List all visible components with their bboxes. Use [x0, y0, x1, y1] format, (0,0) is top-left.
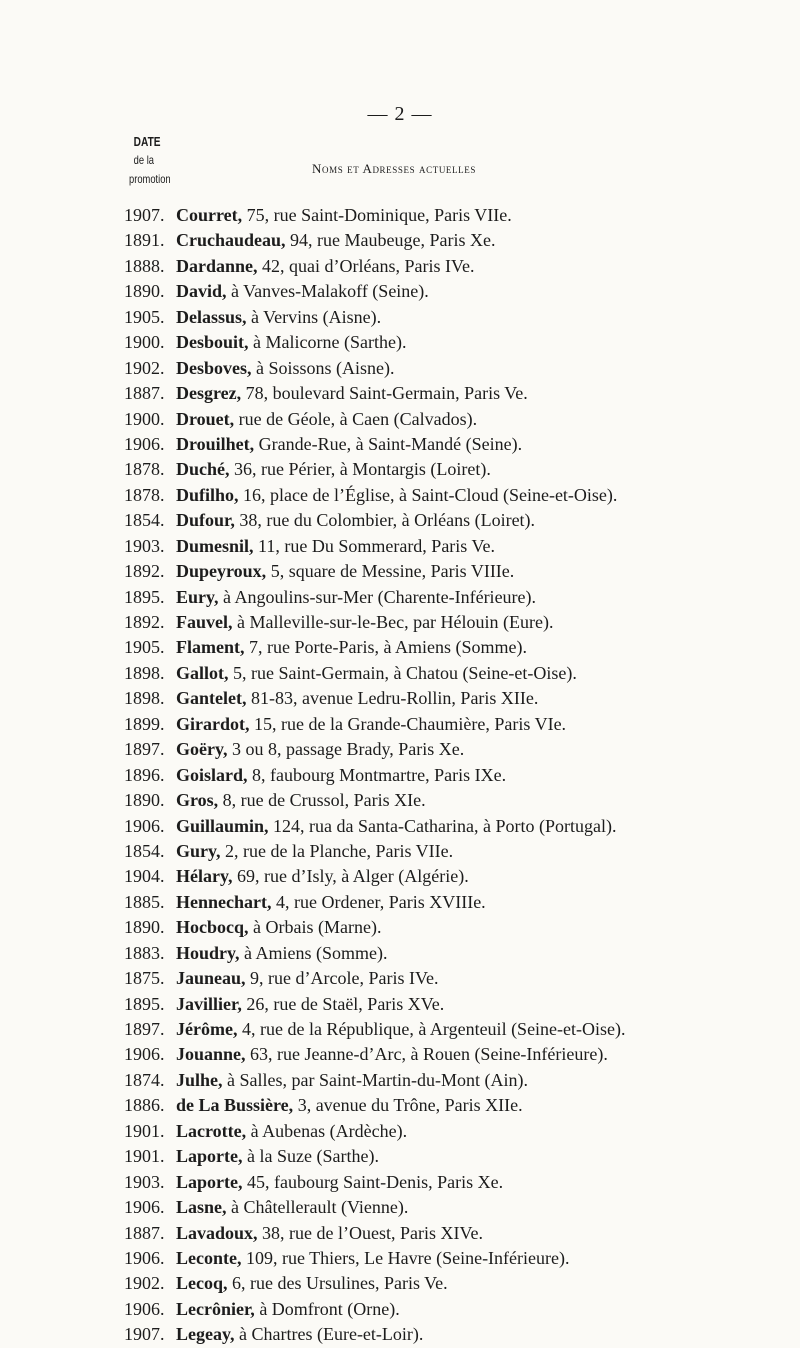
entry-year: 1878. [124, 484, 165, 505]
entry-address: à Salles, par Saint-Martin-du-Mont (Ain). [227, 1069, 528, 1090]
entry-year: 1904. [124, 866, 165, 887]
entry-year: 1897. [124, 739, 165, 760]
entry-address: à Vervins (Aisne). [251, 306, 382, 327]
entry-year: 1883. [124, 942, 165, 963]
entry-name: Gros, [176, 790, 219, 811]
entry-year: 1900. [124, 408, 165, 429]
entry-year: 1903. [124, 535, 165, 556]
entry-year: 1906. [124, 433, 165, 454]
list-item [124, 661, 744, 686]
entry-name: Lecoq, [176, 1273, 228, 1294]
entry-year: 1878. [124, 459, 165, 480]
entry-year: 1901. [124, 1146, 165, 1167]
list-item [124, 305, 744, 330]
entry-year: 1890. [124, 281, 165, 302]
entry-address: 36, rue Périer, à Montargis (Loiret). [234, 459, 491, 480]
entry-address: à Chartres (Eure-et-Loir). [239, 1324, 424, 1345]
date-header-line-2: de la [133, 153, 154, 167]
entry-year: 1902. [124, 357, 165, 378]
list-item [124, 381, 744, 406]
entry-name: Javillier, [176, 993, 242, 1014]
entry-name: Jérôme, [176, 1019, 238, 1039]
entry-address: 45, faubourg Saint-Denis, Paris Xe. [247, 1171, 504, 1192]
list-item [124, 814, 744, 839]
entry-year: 1901. [124, 1120, 165, 1141]
entry-year: 1874. [124, 1069, 165, 1090]
entry-address: 75, rue Saint-Dominique, Paris VIIe. [246, 205, 512, 225]
list-item [124, 737, 744, 762]
entry-name: Jouanne, [176, 1044, 246, 1065]
list-item [124, 864, 744, 889]
entry-address: à Domfront (Orne). [259, 1298, 400, 1319]
list-item [124, 203, 744, 228]
date-header-line-1: DATE [133, 134, 161, 149]
entry-year: 1902. [124, 1273, 165, 1294]
names-column-header: Noms et Adresses actuelles [312, 161, 476, 176]
list-item [124, 254, 744, 279]
entry-year: 1896. [124, 764, 165, 785]
entry-address: à Aubenas (Ardèche). [250, 1120, 408, 1141]
entry-name: Jauneau, [176, 968, 246, 989]
entry-year: 1906. [124, 815, 165, 836]
list-item [124, 992, 744, 1017]
entry-name: Desboves, [176, 357, 252, 378]
entry-address: 15, rue de la Grande-Chaumière, Paris VIe. [254, 713, 567, 734]
list-item [124, 279, 744, 304]
entry-year: 1888. [124, 255, 165, 276]
entry-name: Drouet, [176, 408, 235, 429]
list-item [124, 839, 744, 864]
entry-address: 6, rue des Ursulines, Paris Ve. [232, 1273, 448, 1294]
list-item [124, 432, 744, 457]
entry-name: David, [176, 281, 227, 302]
entry-address: 63, rue Jeanne-d’Arc, à Rouen (Seine-Inférieure). [250, 1044, 608, 1065]
entry-address: 8, rue de Crussol, Paris XIe. [222, 790, 426, 811]
entry-year: 1906. [124, 1298, 165, 1319]
list-item [124, 635, 744, 660]
entry-year: 1906. [124, 1247, 165, 1268]
list-item [124, 763, 744, 788]
entry-name: Duché, [176, 459, 230, 480]
entry-name: Julhe, [176, 1069, 223, 1090]
entry-year: 1905. [124, 637, 165, 658]
entry-address: 9, rue d’Arcole, Paris IVe. [250, 968, 439, 989]
entry-name: Desgrez, [176, 383, 242, 404]
entry-year: 1903. [124, 1171, 165, 1192]
entry-name: Lacrotte, [176, 1120, 247, 1141]
list-item [124, 941, 744, 966]
entry-address: 81-83, avenue Ledru-Rollin, Paris XIIe. [250, 688, 539, 709]
entry-address: à Orbais (Marne). [253, 917, 382, 938]
entry-year: 1890. [124, 790, 165, 811]
list-item [124, 559, 744, 584]
entry-name: Hocbocq, [176, 917, 249, 938]
entry-year: 1907. [124, 1324, 165, 1345]
list-item [124, 356, 744, 381]
entry-address: 38, rue du Colombier, à Orléans (Loiret). [239, 510, 536, 531]
entry-address: 16, place de l’Église, à Saint-Cloud (Seine-et-Oise). [243, 484, 618, 505]
entry-year: 1887. [124, 1222, 165, 1243]
list-item [124, 585, 744, 610]
list-item [124, 686, 744, 711]
entry-address: 4, rue Ordener, Paris XVIIIe. [275, 891, 486, 912]
entry-name: Lasne, [176, 1197, 227, 1218]
entry-year: 1897. [124, 1019, 165, 1039]
entry-name: de La Bussière, [176, 1095, 294, 1116]
entry-address: à Amiens (Somme). [244, 942, 388, 963]
entry-address: à Soissons (Aisne). [256, 357, 395, 378]
entry-year: 1895. [124, 993, 165, 1014]
entry-address: à la Suze (Sarthe). [247, 1146, 379, 1167]
entry-name: Laporte, [176, 1146, 243, 1167]
entry-name: Guillaumin, [176, 815, 269, 836]
entry-name: Dufour, [176, 510, 235, 531]
list-item [124, 457, 744, 482]
list-item [124, 508, 744, 533]
entry-address: 2, rue de la Planche, Paris VIIe. [225, 840, 454, 861]
entry-name: Cruchaudeau, [176, 230, 286, 251]
list-item [124, 1221, 744, 1246]
entry-year: 1887. [124, 383, 165, 404]
entry-year: 1899. [124, 713, 165, 734]
entry-address: à Malicorne (Sarthe). [253, 332, 407, 353]
entry-address: 3, avenue du Trône, Paris XIIe. [297, 1095, 523, 1116]
list-item [124, 1297, 744, 1322]
list-item [124, 330, 744, 355]
entry-name: Dupeyroux, [176, 561, 267, 582]
entry-name: Gury, [176, 840, 221, 861]
alumni-list [124, 203, 744, 1348]
entry-address: à Châtellerault (Vienne). [231, 1197, 409, 1218]
entry-address: rue de Géole, à Caen (Calvados). [238, 408, 478, 429]
list-item [124, 228, 744, 253]
entry-name: Girardot, [176, 713, 250, 734]
list-item [124, 966, 744, 991]
entry-year: 1891. [124, 230, 165, 251]
entry-address: 3 ou 8, passage Brady, Paris Xe. [232, 739, 465, 760]
list-item [124, 534, 744, 559]
list-item [124, 610, 744, 635]
entry-name: Houdry, [176, 942, 240, 963]
entry-name: Desbouit, [176, 332, 249, 353]
entry-address: 11, rue Du Sommerard, Paris Ve. [258, 535, 495, 556]
date-column-header [129, 132, 184, 189]
entry-year: 1907. [124, 205, 165, 225]
entry-name: Gantelet, [176, 688, 247, 709]
entry-address: 42, quai d’Orléans, Paris IVe. [262, 255, 475, 276]
entry-year: 1900. [124, 332, 165, 353]
entry-name: Gallot, [176, 662, 229, 683]
list-item [124, 1271, 744, 1296]
entry-year: 1898. [124, 688, 165, 709]
list-item [124, 1144, 744, 1169]
entry-address: 124, rua da Santa-Catharina, à Porto (Portugal). [273, 815, 617, 836]
entry-name: Dufilho, [176, 484, 239, 505]
entry-name: Hélary, [176, 866, 233, 887]
entry-address: 38, rue de l’Ouest, Paris XIVe. [262, 1222, 483, 1243]
entry-address: à Malleville-sur-le-Bec, par Hélouin (Eure). [237, 612, 554, 632]
entry-name: Hennechart, [176, 891, 272, 912]
entry-year: 1890. [124, 917, 165, 938]
list-item [124, 1068, 744, 1093]
list-item [124, 1322, 744, 1347]
entry-year: 1898. [124, 662, 165, 683]
entry-year: 1875. [124, 968, 165, 989]
entry-name: Flament, [176, 637, 245, 658]
date-header-line-3: promotion [129, 172, 171, 186]
entry-address: 94, rue Maubeuge, Paris Xe. [290, 230, 496, 251]
entry-address: 8, faubourg Montmartre, Paris IXe. [252, 764, 507, 785]
entry-address: 78, boulevard Saint-Germain, Paris Ve. [245, 383, 528, 404]
entry-name: Goislard, [176, 764, 248, 785]
entry-name: Legeay, [176, 1324, 235, 1345]
list-item [124, 1042, 744, 1067]
entry-year: 1895. [124, 586, 165, 607]
entry-address: Grande-Rue, à Saint-Mandé (Seine). [258, 433, 523, 454]
entry-address: 26, rue de Staël, Paris XVe. [246, 993, 445, 1014]
entry-address: 5, square de Messine, Paris VIIIe. [270, 561, 515, 582]
entry-name: Goëry, [176, 739, 228, 760]
list-item [124, 788, 744, 813]
page-number: — 2 — [367, 103, 433, 125]
entry-address: 7, rue Porte-Paris, à Amiens (Somme). [248, 637, 527, 658]
entry-year: 1905. [124, 306, 165, 327]
entry-address: à Angoulins-sur-Mer (Charente-Inférieure). [223, 586, 537, 607]
entry-name: Laporte, [176, 1171, 243, 1192]
entry-address: 5, rue Saint-Germain, à Chatou (Seine-et-Oise). [233, 662, 577, 683]
entry-year: 1886. [124, 1095, 165, 1116]
entry-address: 109, rue Thiers, Le Havre (Seine-Inférieure). [245, 1247, 570, 1268]
entry-year: 1892. [124, 612, 165, 632]
entry-name: Lavadoux, [176, 1222, 258, 1243]
entry-name: Delassus, [176, 306, 247, 327]
list-item [124, 483, 744, 508]
list-item [124, 890, 744, 915]
list-item [124, 712, 744, 737]
entry-name: Courret, [176, 205, 243, 225]
entry-address: à Vanves-Malakoff (Seine). [231, 281, 429, 302]
entry-name: Lecrônier, [176, 1298, 255, 1319]
entry-name: Fauvel, [176, 612, 233, 632]
list-item [124, 407, 744, 432]
entry-name: Dumesnil, [176, 535, 254, 556]
entry-name: Dardanne, [176, 255, 258, 276]
entry-address: 4, rue de la République, à Argenteuil (Seine-et-Oise). [241, 1019, 626, 1039]
entry-year: 1885. [124, 891, 165, 912]
entry-name: Eury, [176, 586, 219, 607]
list-item [124, 1017, 744, 1042]
list-item [124, 915, 744, 940]
entry-name: Drouilhet, [176, 433, 255, 454]
entry-name: Leconte, [176, 1247, 242, 1268]
entry-address: 69, rue d’Isly, à Alger (Algérie). [237, 866, 469, 887]
entry-year: 1906. [124, 1044, 165, 1065]
list-item [124, 1119, 744, 1144]
list-item [124, 1093, 744, 1118]
list-item [124, 1195, 744, 1220]
list-item [124, 1170, 744, 1195]
entry-year: 1854. [124, 840, 165, 861]
entry-year: 1892. [124, 561, 165, 582]
list-item [124, 1246, 744, 1271]
entry-year: 1906. [124, 1197, 165, 1218]
entry-year: 1854. [124, 510, 165, 531]
